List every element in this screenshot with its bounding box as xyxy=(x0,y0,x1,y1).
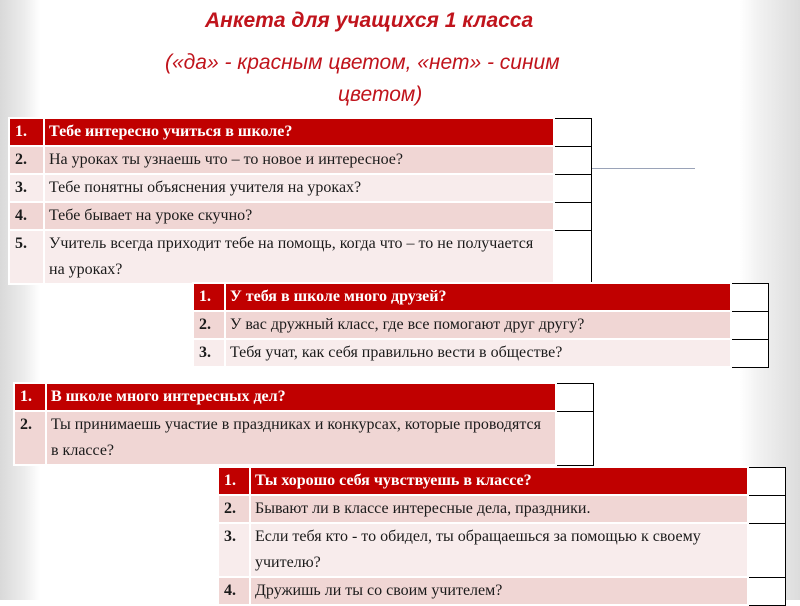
survey-table-2 xyxy=(192,282,769,368)
survey-table-3 xyxy=(13,382,594,466)
question-text: Ты принимаешь участие в праздниках и конкурсах, которые проводятся в классе? xyxy=(46,411,556,465)
survey-table-4 xyxy=(217,466,786,606)
table-row xyxy=(193,283,769,311)
question-number: 5. xyxy=(9,230,44,284)
question-text: Тебе интересно учиться в школе? xyxy=(44,118,554,146)
table-row xyxy=(218,467,786,495)
question-number: 1. xyxy=(218,467,250,495)
table-row xyxy=(9,118,592,146)
question-text: Бывают ли в классе интересные дела, праздники. xyxy=(250,495,748,523)
question-text: Тебе бывает на уроке скучно? xyxy=(44,202,554,230)
question-text: Ты хорошо себя чувствуешь в классе? xyxy=(250,467,748,495)
answer-box[interactable] xyxy=(556,383,594,411)
answer-box[interactable] xyxy=(554,230,592,284)
question-number: 1. xyxy=(193,283,225,311)
question-number: 1. xyxy=(14,383,46,411)
page-subtitle-line2: цветом) xyxy=(338,83,423,106)
question-text: Тебе понятны объяснения учителя на уроках? xyxy=(44,174,554,202)
question-number: 1. xyxy=(9,118,44,146)
question-number: 2. xyxy=(9,146,44,174)
answer-box[interactable] xyxy=(731,283,769,311)
decorative-line xyxy=(575,168,695,169)
question-number: 2. xyxy=(218,495,250,523)
question-number: 2. xyxy=(193,311,225,339)
answer-box[interactable] xyxy=(748,577,786,605)
page-title: Анкета для учащихся 1 класса xyxy=(205,9,534,32)
table-row xyxy=(218,523,786,577)
table-row xyxy=(218,577,786,605)
question-text: На уроках ты узнаешь что – то новое и интересное? xyxy=(44,146,554,174)
question-number: 3. xyxy=(9,174,44,202)
question-number: 2. xyxy=(14,411,46,465)
question-text: Тебя учат, как себя правильно вести в обществе? xyxy=(225,339,731,367)
table-row xyxy=(9,146,592,174)
answer-box[interactable] xyxy=(554,118,592,146)
table-row xyxy=(14,411,594,465)
question-number: 4. xyxy=(218,577,250,605)
question-text: У вас дружный класс, где все помогают друг другу? xyxy=(225,311,731,339)
table-row xyxy=(218,495,786,523)
question-number: 3. xyxy=(193,339,225,367)
answer-box[interactable] xyxy=(731,339,769,367)
answer-box[interactable] xyxy=(556,411,594,465)
answer-box[interactable] xyxy=(554,146,592,174)
question-text: У тебя в школе много друзей? xyxy=(225,283,731,311)
answer-box[interactable] xyxy=(748,523,786,577)
table-row xyxy=(14,383,594,411)
answer-box[interactable] xyxy=(748,467,786,495)
page-subtitle-line1: («да» - красным цветом, «нет» - синим xyxy=(165,51,560,74)
survey-table-1 xyxy=(8,117,592,285)
question-text: Учитель всегда приходит тебе на помощь, когда что – то не получается на уроках? xyxy=(44,230,554,284)
table-row xyxy=(193,311,769,339)
answer-box[interactable] xyxy=(554,174,592,202)
question-text: Если тебя кто - то обидел, ты обращаешься за помощью к своему учителю? xyxy=(250,523,748,577)
question-number: 3. xyxy=(218,523,250,577)
answer-box[interactable] xyxy=(731,311,769,339)
question-text: В школе много интересных дел? xyxy=(46,383,556,411)
background-left-shade xyxy=(0,0,40,600)
table-row xyxy=(9,230,592,284)
table-row xyxy=(9,202,592,230)
answer-box[interactable] xyxy=(748,495,786,523)
table-row xyxy=(9,174,592,202)
question-number: 4. xyxy=(9,202,44,230)
table-row xyxy=(193,339,769,367)
question-text: Дружишь ли ты со своим учителем? xyxy=(250,577,748,605)
answer-box[interactable] xyxy=(554,202,592,230)
